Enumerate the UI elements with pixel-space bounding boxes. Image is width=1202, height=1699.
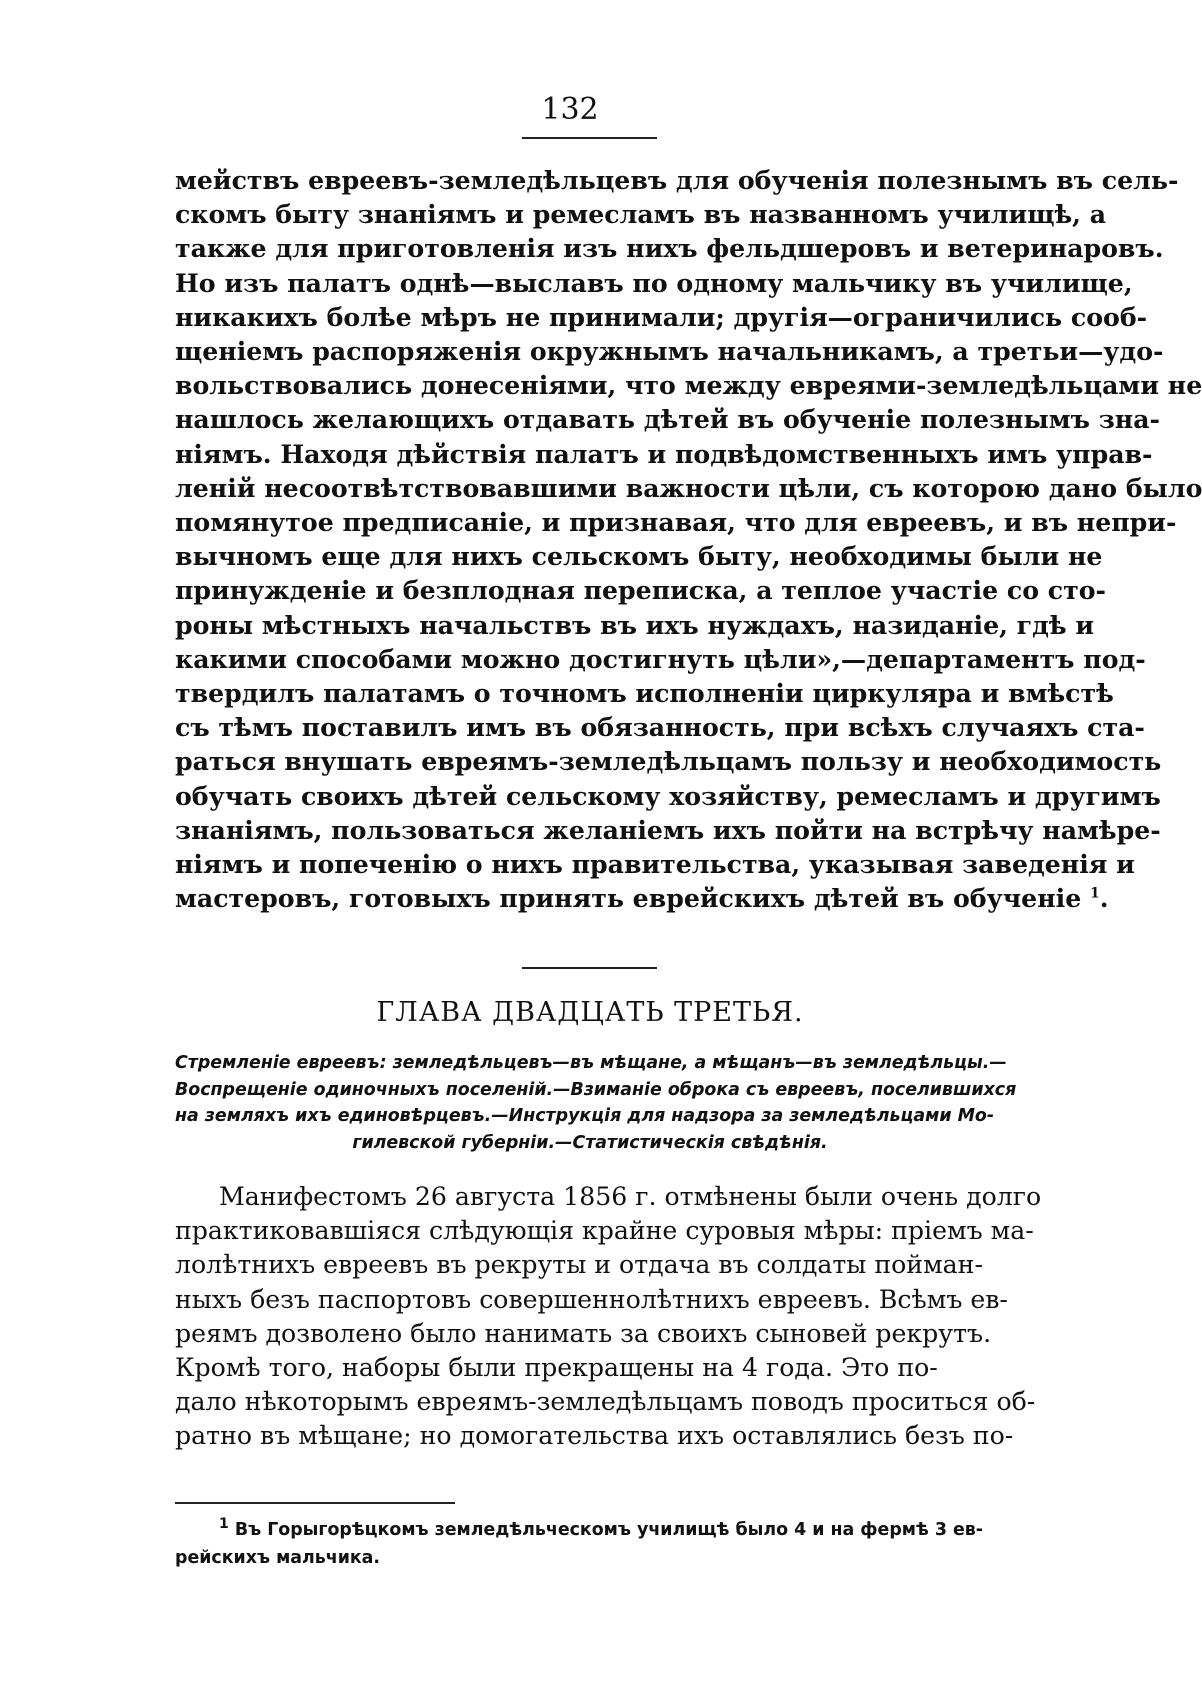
top-rule [522,137,657,139]
footnote-ref: 1 [1090,885,1100,902]
text-line: мействъ евреевъ-земледѣльцевъ для обученія полезнымъ въ сель- [175,165,1179,195]
footnote-rule [175,1502,455,1504]
summary-line: гилевской губерніи.—Статистическія свѣдѣнія. [352,1132,828,1153]
page-number: 132 [541,92,599,127]
text-line: твердилъ палатамъ о точномъ исполненіи циркуляра и вмѣстѣ [175,678,1114,709]
main-text [175,163,1202,915]
text-line: леній несоотвѣтствовавшими важности цѣли, съ которою дано было [175,472,1202,503]
text-line: ніямъ и попеченію о нихъ правительства, указывая заведенія и [175,849,1135,880]
section-rule [522,967,657,969]
summary-line: на земляхъ ихъ единовѣрцевъ.—Инструкція для надзора за земледѣльцами Мо- [175,1106,995,1126]
body-line: дало нѣкоторымъ евреямъ-земледѣльцамъ поводъ проситься об- [175,1387,1036,1417]
text-line: никакихъ болѣе мѣръ не принимали; другія—ограничились сооб- [175,301,1148,332]
body-line: Манифестомъ 26 августа 1856 г. отмѣнены были очень долго [219,1182,1042,1211]
body-text [175,1180,1042,1454]
text-line: ніямъ. Находя дѣйствія палатъ и подвѣдомственныхъ имъ управ- [175,438,1153,469]
text-line: какими способами можно достигнуть цѣли»,—департаментъ под- [175,643,1146,674]
body-line: ныхъ безъ паспортовъ совершеннолѣтнихъ евреевъ. Всѣмъ ев- [175,1284,1008,1314]
footnote-line: рейскихъ мальчика. [175,1548,381,1568]
body-line: лолѣтнихъ евреевъ въ рекруты и отдача въ солдаты пойман- [175,1250,983,1280]
footnote [175,1516,1005,1572]
chapter-summary [175,1050,1017,1156]
summary-line: Воспрещеніе одиночныхъ поселеній.—Взиманіе оброка съ евреевъ, поселившихся [175,1079,1017,1100]
text-line: нашлось желающихъ отдавать дѣтей въ обученіе полезнымъ зна- [175,404,1160,435]
text-line: съ тѣмъ поставилъ имъ въ обязанность, при всѣхъ случаяхъ ста- [175,712,1145,743]
text-line: скомъ быту знаніямъ и ремесламъ въ названномъ училищѣ, а [175,199,1107,230]
text-line: также для приготовленія изъ нихъ фельдшеровъ и ветеринаровъ. [175,233,1164,264]
body-line: Кромѣ того, наборы были прекращены на 4 года. Это по- [175,1353,938,1383]
body-line: практиковавшіяся слѣдующія крайне суровыя мѣры: пріемъ ма- [175,1216,1034,1246]
text-line: роны мѣстныхъ начальствъ въ ихъ нуждахъ, назиданіе, гдѣ и [175,609,1095,640]
body-line: реямъ дозволено было нанимать за своихъ сыновей рекрутъ. [175,1318,992,1348]
text-line: обучать своихъ дѣтей сельскому хозяйству, ремесламъ и другимъ [175,780,1161,811]
text-line: помянутое предписаніе, и признавая, что для евреевъ, и въ непри- [175,507,1177,538]
text-line: вычномъ еще для нихъ сельскомъ быту, необходимы были не [175,541,1103,572]
text-line: принужденіе и безплодная переписка, а теплое участіе со сто- [175,575,1106,606]
text-line: Но изъ палатъ однѣ—выславъ по одному мальчику въ училище, [175,267,1133,298]
text-line-last [175,881,1109,915]
body-line: ратно въ мѣщане; но домогательства ихъ оставлялись безъ по- [175,1421,1014,1451]
text-line: раться внушать евреямъ-земледѣльцамъ пользу и необходимость [175,746,1162,777]
chapter-title: ГЛАВА ДВАДЦАТЬ ТРЕТЬЯ. [376,997,804,1028]
text-line: вольствовались донесеніями, что между евреями-земледѣльцами не [175,370,1202,401]
text-line-end: . [1099,883,1109,914]
footnote-marker: 1 [219,1516,229,1533]
text-line: щеніемъ распоряженія окружнымъ начальникамъ, а третьи—удо- [175,336,1164,367]
footnote-text: Въ Горыгорѣцкомъ земледѣльческомъ училищѣ было 4 и на фермѣ 3 ев- [234,1520,984,1540]
text-line-content: мастеровъ, готовыхъ принять еврейскихъ дѣтей въ обученіе [175,883,1082,914]
footnote-line [175,1516,1005,1544]
summary-line: Стремленіе евреевъ: земледѣльцевъ—въ мѣщане, а мѣщанъ—въ земледѣльцы.— [175,1053,1007,1073]
text-line: знаніямъ, пользоваться желаніемъ ихъ пойти на встрѣчу намѣре- [175,814,1161,845]
